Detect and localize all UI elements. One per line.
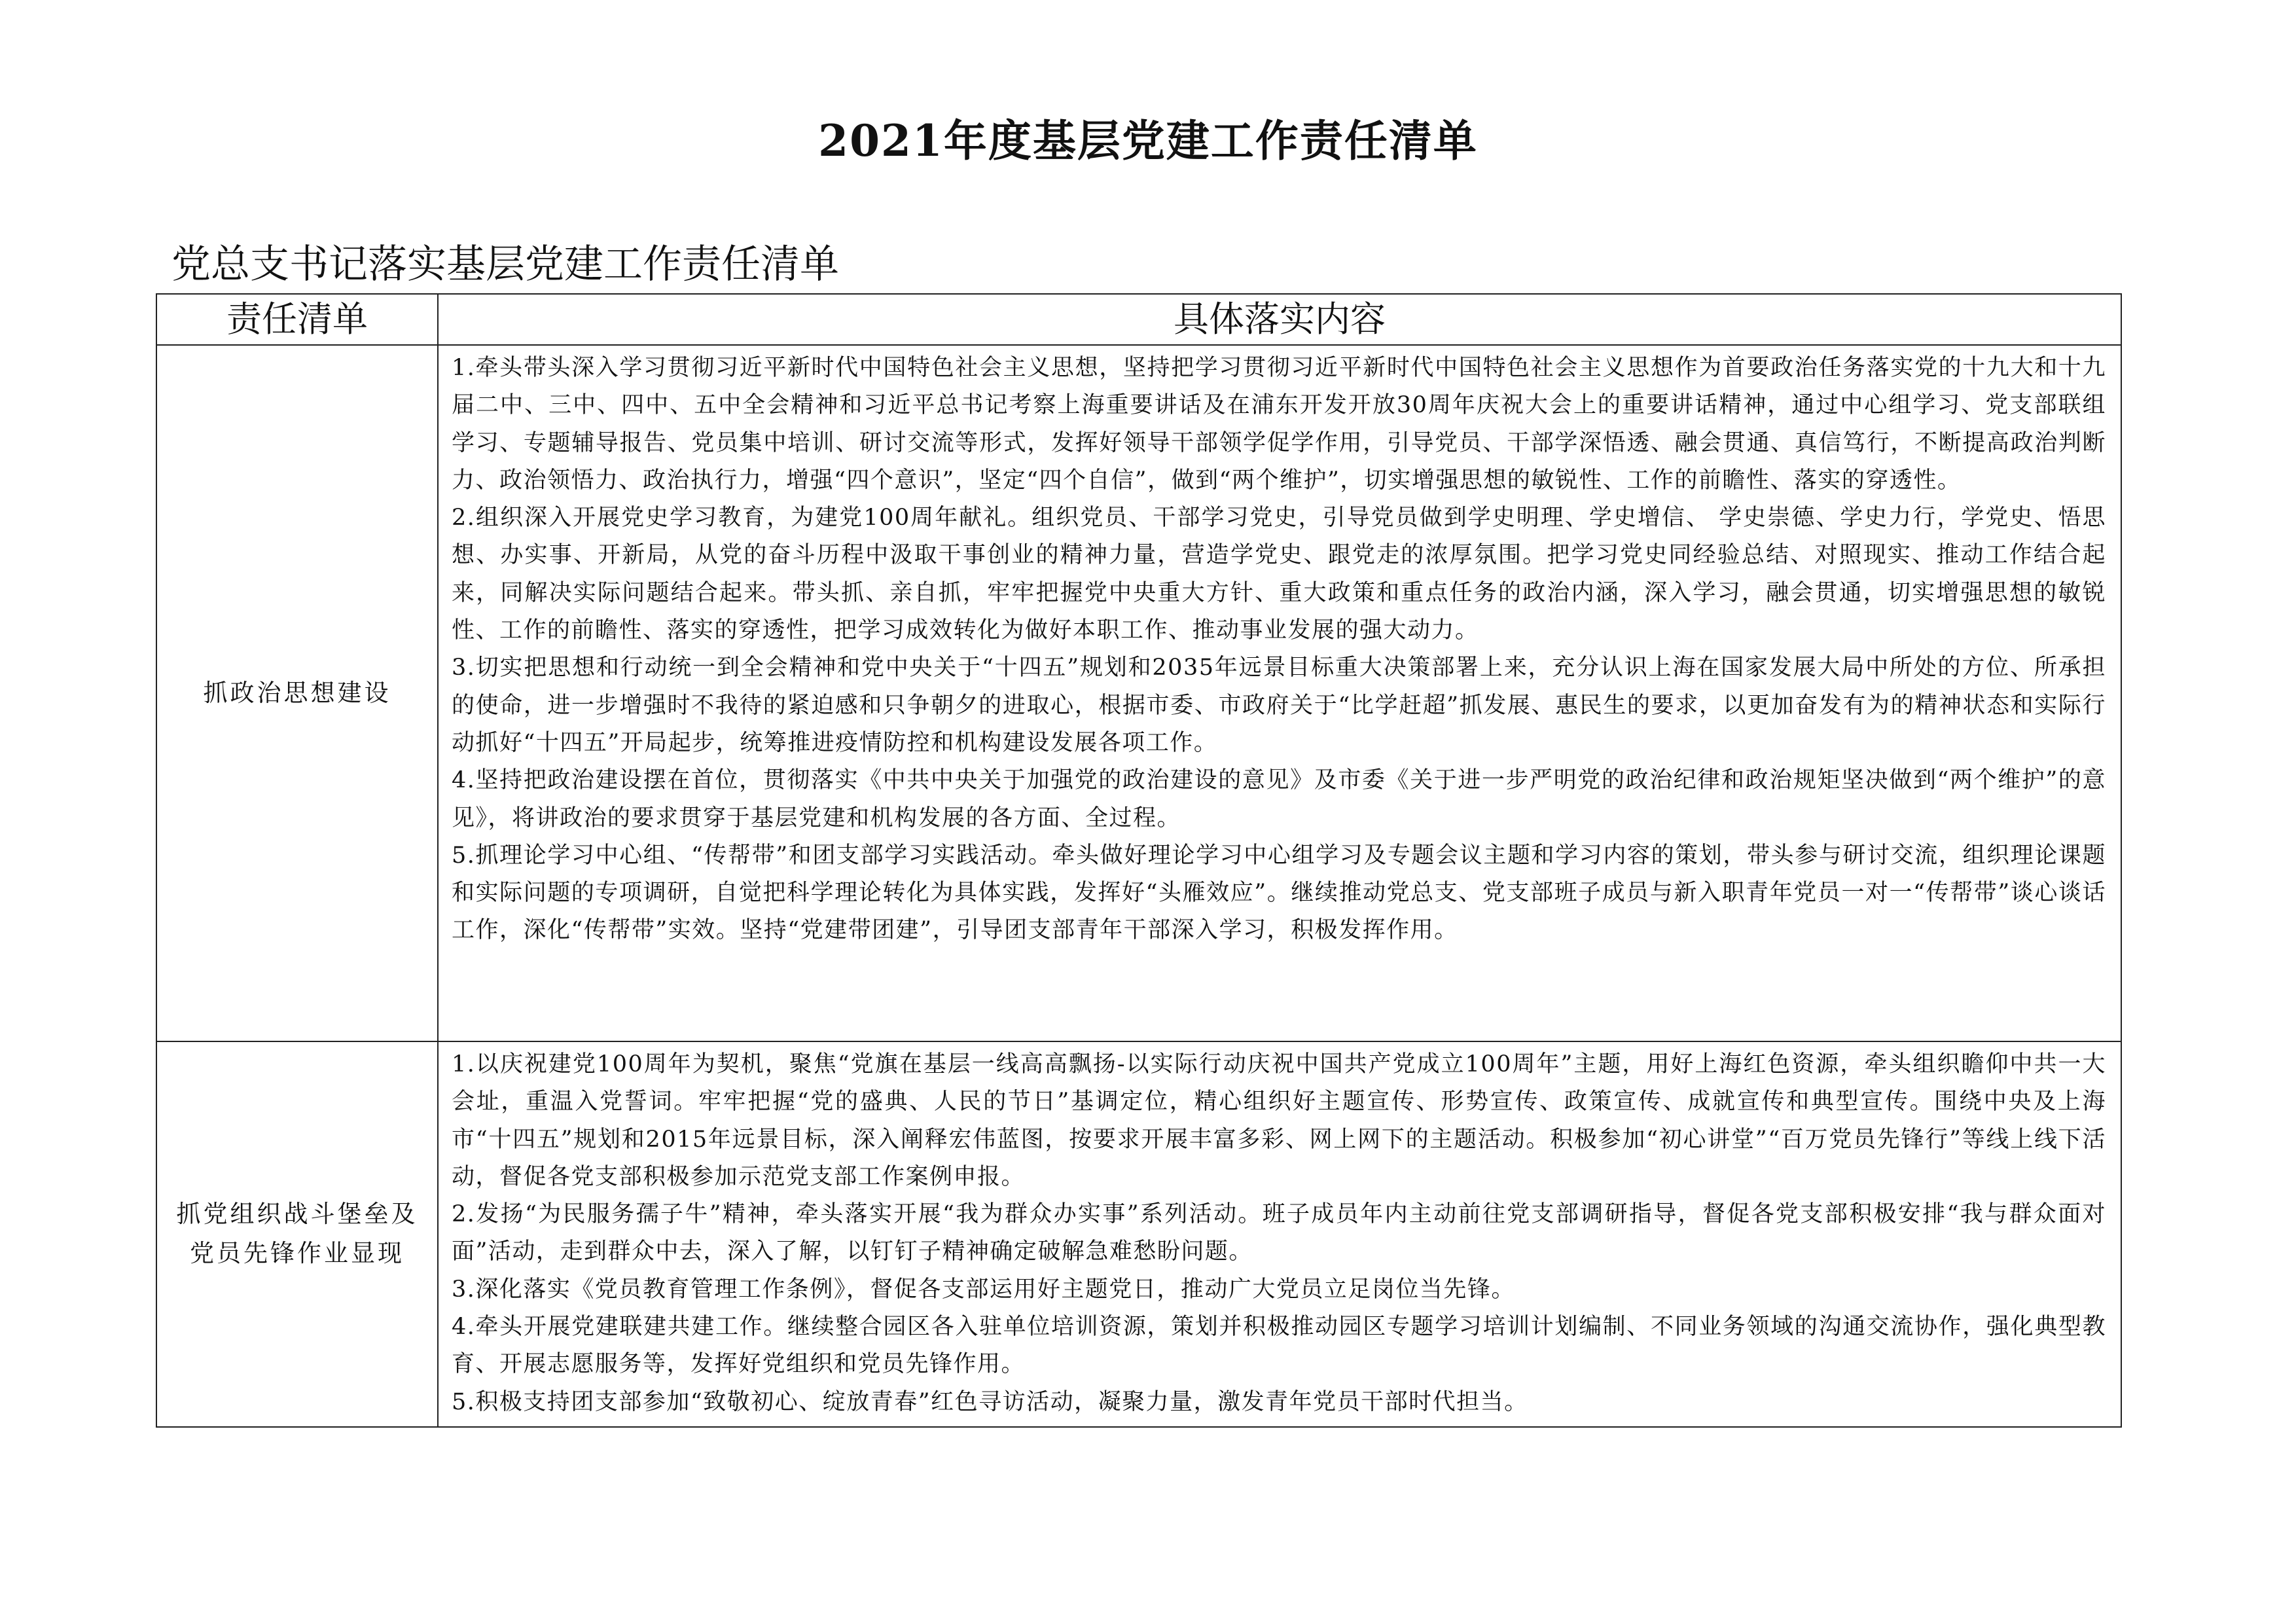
- category-cell: 抓政治思想建设: [156, 345, 438, 1041]
- table-row: [156, 1041, 2121, 1427]
- list-item: 4.坚持把政治建设摆在首位，贯彻落实《中共中央关于加强党的政治建设的意见》及市委《关于进一步严明党的政治纪律和政治规矩坚决做到“两个维护”的意见》，将讲政治的要求贯穿于基层党建和机构发展的各方面、全过程。: [452, 767, 2106, 831]
- list-item: 3.深化落实《党员教育管理工作条例》，督促各支部运用好主题党日，推动广大党员立足岗位当先锋。: [452, 1276, 1515, 1303]
- category-cell: 抓党组织战斗堡垒及党员先锋作业显现: [156, 1041, 438, 1427]
- table-subtitle: 党总支书记落实基层党建工作责任清单: [171, 242, 839, 287]
- header-implementation-content: 具体落实内容: [438, 294, 2121, 345]
- list-item: 5.抓理论学习中心组、“传帮带”和团支部学习实践活动。牵头做好理论学习中心组学习及专题会议主题和学习内容的策划，带头参与研讨交流，组织理论课题和实际问题的专项调研，自觉把科学理论转化为具体实践，发挥好“头雁效应”。继续推动党总支、党支部班子成员与新入职青年党员一对一“传帮带”谈心谈话工作，深化“传帮带”实效。坚持“党建带团建”，引导团支部青年干部深入学习，积极发挥作用。: [452, 842, 2106, 944]
- list-item: 3.切实把思想和行动统一到全会精神和党中央关于“十四五”规划和2035年远景目标重大决策部署上来，充分认识上海在国家发展大局中所处的方位、所承担的使命，进一步增强时不我待的紧迫感和只争朝夕的进取心，根据市委、市政府关于“比学赶超”抓发展、惠民生的要求，以更加奋发有为的精神状态和实际行动抓好“十四五”开局起步，统筹推进疫情防控和机构建设发展各项工作。: [452, 655, 2106, 756]
- list-item: 4.牵头开展党建联建共建工作。继续整合园区各入驻单位培训资源，策划并积极推动园区专题学习培训计划编制、不同业务领域的沟通交流协作，强化典型教育、开展志愿服务等，发挥好党组织和党员先锋作用。: [452, 1314, 2106, 1378]
- list-item: 1.以庆祝建党100周年为契机，聚焦“党旗在基层一线高高飘扬-以实际行动庆祝中国共产党成立100周年”主题，用好上海红色资源，牵头组织瞻仰中共一大会址，重温入党誓词。牢牢把握“党的盛典、人民的节日”基调定位，精心组织好主题宣传、形势宣传、政策宣传、成就宣传和典型宣传。围绕中央及上海市“十四五”规划和2015年远景目标，深入阐释宏伟蓝图，按要求开展丰富多彩、网上网下的主题活动。积极参加“初心讲堂”“百万党员先锋行”等线上线下活动，督促各党支部积极参加示范党支部工作案例申报。: [452, 1051, 2106, 1190]
- table-header-row: [156, 294, 2121, 345]
- header-responsibility-list: 责任清单: [156, 294, 438, 345]
- list-item: 2.组织深入开展党史学习教育，为建党100周年献礼。组织党员、干部学习党史，引导党员做到学史明理、学史增信、 学史崇德、学史力行，学党史、悟思想、办实事、开新局，从党的奋斗历程中汲取干事创业的精神力量，营造学党史、跟党走的浓厚氛围。把学习党史同经验总结、对照现实、推动工作结合起来，同解决实际问题结合起来。带头抓、亲自抓，牢牢把握党中央重大方针、重大政策和重点任务的政治内涵，深入学习，融会贯通，切实增强思想的敏锐性、工作的前瞻性、落实的穿透性，把学习成效转化为做好本职工作、推动事业发展的强大动力。: [452, 505, 2106, 644]
- content-cell: [438, 345, 2121, 1041]
- responsibility-table: [156, 293, 2122, 1428]
- page-title: 2021年度基层党建工作责任清单: [818, 115, 1478, 166]
- list-item: 1.牵头带头深入学习贯彻习近平新时代中国特色社会主义思想，坚持把学习贯彻习近平新时代中国特色社会主义思想作为首要政治任务落实党的十九大和十九届二中、三中、四中、五中全会精神和习近平总书记考察上海重要讲话及在浦东开发开放30周年庆祝大会上的重要讲话精神，通过中心组学习、党支部联组学习、专题辅导报告、党员集中培训、研讨交流等形式，发挥好领导干部领学促学作用，引导党员、干部学深悟透、融会贯通、真信笃行，不断提高政治判断力、政治领悟力、政治执行力，增强“四个意识”，坚定“四个自信”，做到“两个维护”，切实增强思想的敏锐性、工作的前瞻性、落实的穿透性。: [452, 355, 2106, 494]
- table-row: [156, 345, 2121, 1041]
- list-item: 5.积极支持团支部参加“致敬初心、绽放青春”红色寻访活动，凝聚力量，激发青年党员干部时代担当。: [452, 1388, 1528, 1415]
- list-item: 2.发扬“为民服务孺子牛”精神，牵头落实开展“我为群众办实事”系列活动。班子成员年内主动前往党支部调研指导，督促各党支部积极安排“我与群众面对面”活动，走到群众中去，深入了解，以钉钉子精神确定破解急难愁盼问题。: [452, 1201, 2106, 1265]
- content-cell: [438, 1041, 2121, 1427]
- responsibility-table-wrapper: [156, 293, 2121, 1428]
